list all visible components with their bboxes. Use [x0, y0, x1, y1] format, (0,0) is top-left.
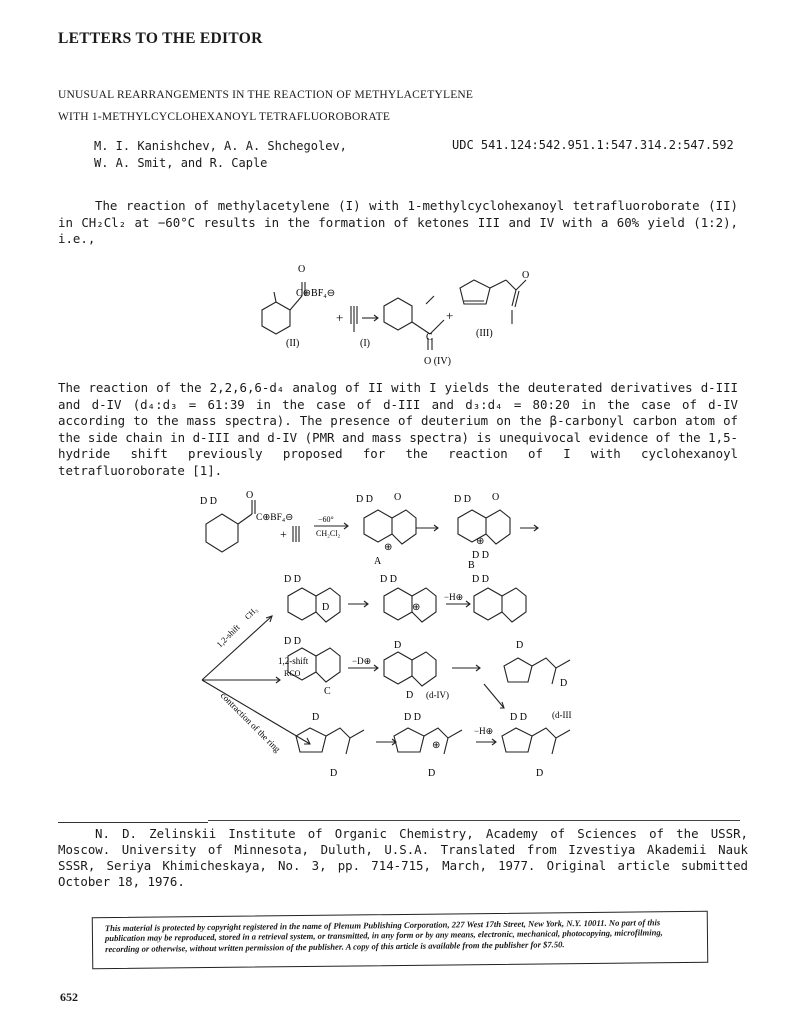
scheme2-cation-A: ⊕ — [384, 542, 393, 553]
intermediate-row2-1 — [288, 588, 316, 620]
scheme2-minus-h-2: −H⊕ — [474, 726, 494, 736]
reaction-scheme-1 — [250, 258, 550, 370]
scheme2-minus-h-1: −H⊕ — [444, 592, 464, 602]
product-d-IV-ring — [504, 658, 532, 682]
scheme1-label-IV: O (IV) — [424, 356, 451, 367]
scheme2-dd-1: D D — [200, 496, 217, 507]
scheme2-dd-A: D D — [356, 494, 373, 505]
section-title: LETTERS TO THE EDITOR — [58, 30, 263, 47]
scheme2-d-row3-2: D — [394, 640, 402, 651]
scheme2-d-row2: D — [322, 602, 330, 613]
authors — [94, 138, 347, 172]
scheme2-dd-row2-3: D D — [472, 574, 489, 585]
scheme2-oxygen-A: O — [394, 492, 402, 503]
divider-rule — [208, 820, 740, 821]
intermediate-A — [364, 510, 392, 542]
scheme2-dd-B: D D — [454, 494, 471, 505]
scheme1-label-III: (III) — [476, 328, 493, 339]
cyclopentene-ring-III — [460, 280, 490, 304]
intermediate-row3-2 — [384, 652, 412, 684]
scheme2-oxygen-B: O — [492, 492, 500, 503]
scheme2-ch3: CH₃ — [243, 605, 260, 622]
reaction-scheme-2 — [180, 488, 610, 800]
scheme1-label-II: (II) — [286, 338, 300, 349]
scheme1-acylium: C⊕BF₄⊖ — [296, 288, 336, 299]
scheme2-dd-row3-1: D D — [284, 636, 301, 647]
footnote-rule — [58, 822, 208, 823]
paragraph-intro: The reaction of methylacetylene (I) with 1-methylcyclohexanoyl tetrafluoroborate (II) in CH₂Cl₂ at −60°C results in the formation of ketones III and IV with a 60% yield (1:2), i.e., — [58, 198, 738, 246]
scheme2-oxygen-1: O — [246, 490, 254, 501]
intermediate-row4-2 — [394, 728, 424, 752]
scheme2-cation-row2: ⊕ — [412, 602, 421, 613]
authors-line: W. A. Smit, and R. Caple — [94, 156, 268, 170]
udc-code: UDC 541.124:542.951.1:547.314.2:547.592 — [452, 138, 734, 152]
affiliation-note: N. D. Zelinskii Institute of Organic Chemistry, Academy of Sciences of the USSR, Moscow. University of Minnesota, Duluth, U.S.A. Translated from Izvestiya Akademii Nauk SSSR, Seriya Khimicheskaya, No. 3, pp. 714-715, March, 1977. Original article submitted October 18, 1976. — [58, 826, 748, 889]
scheme2-temp: −60° — [318, 515, 334, 524]
scheme2-shift-label: 1,2-shift — [278, 656, 309, 666]
scheme2-d-row4-bottom-2: D — [428, 768, 436, 779]
intermediate-row2-2 — [384, 588, 412, 620]
scheme2-cation-B: ⊕ — [476, 536, 485, 547]
scheme1-oxygen-III: O — [522, 270, 530, 281]
scheme2-d-row4-1: D — [312, 712, 320, 723]
scheme2-solvent: CH₂Cl₂ — [316, 529, 341, 538]
scheme2-dd-row4-3: D D — [510, 712, 527, 723]
scheme2-cation-row4: ⊕ — [432, 740, 441, 751]
copyright-notice: This material is protected by copyright registered in the name of Plenum Publishing Corporation, 227 West 17th Street, New York, N.Y. 10011. No part of this publication may be reproduced, stored in a retrieval system, or transmitted, in any form or by any means, electronic, mechanical, photocopying, microfilming, recording or otherwise, without written permission of the publisher. A copy of this article is available from the publisher for $7.50. — [92, 911, 709, 969]
authors-line: M. I. Kanishchev, A. A. Shchegolev, — [94, 139, 347, 153]
scheme2-label-d-III: (d-III — [552, 710, 572, 720]
scheme2-d-product-IV-2: D — [560, 678, 568, 689]
scheme1-plus-2: + — [446, 308, 454, 323]
scheme2-contraction: contraction of the ring — [218, 690, 283, 755]
article-title-line: UNUSUAL REARRANGEMENTS IN THE REACTION OF METHYLACETYLENE — [58, 89, 474, 101]
page-number: 652 — [60, 990, 78, 1004]
scheme2-dd-row2-1: D D — [284, 574, 301, 585]
scheme2-d-row4-bottom-1: D — [330, 768, 338, 779]
article-title-line: WITH 1-METHYLCYCLOHEXANOYL TETRAFLUOROBORATE — [58, 111, 391, 123]
scheme1-label-I: (I) — [360, 338, 370, 349]
paragraph-deuterium: The reaction of the 2,2,6,6-d₄ analog of II with I yields the deuterated derivatives d-III and d-IV (d₄:d₃ = 61:39 in the case of d-III and d₃:d₄ = 80:20 in the case of d-IV according to the mass spectra). The presence of deuterium on the β-carbonyl carbon atom of the side chain in d-III and d-IV (PMR and mass spectra) is unequivocal evidence of the 1,5-hydride shift previously proposed for the reaction of I with cyclohexanoyl tetrafluoroborate [1]. — [58, 380, 738, 478]
scheme2-d-row3-3: D — [406, 690, 414, 701]
scheme1-oxygen: O — [298, 264, 306, 275]
scheme1-plus: + — [336, 310, 344, 325]
scheme2-dd-row4-2: D D — [404, 712, 421, 723]
scheme2-label-B: B — [468, 560, 475, 571]
cyclohexane-ring-d4 — [206, 514, 238, 552]
scheme2-minus-d-1: −D⊕ — [352, 656, 372, 666]
scheme2-carbon-row3: C — [324, 686, 331, 697]
scheme2-label-A: A — [374, 556, 382, 567]
scheme2-d-row4-bottom-3: D — [536, 768, 544, 779]
scheme2-acylium: C⊕BF₄⊖ — [256, 513, 294, 523]
article-title — [58, 84, 473, 128]
scheme2-dd-row2-2: D D — [380, 574, 397, 585]
product-row2 — [474, 588, 502, 620]
scheme2-d-product-IV: D — [516, 640, 524, 651]
cyclohexane-ring-II — [262, 302, 290, 334]
scheme2-plus: + — [280, 527, 287, 541]
cyclohexene-ring-IV — [384, 298, 412, 330]
product-d-III-ring — [502, 728, 532, 752]
scheme2-rco-label: RCO — [284, 669, 301, 678]
intermediate-row4-1 — [296, 728, 326, 752]
scheme2-shift12: 1,2-shift — [214, 622, 242, 650]
scheme1-carbon: C — [426, 332, 433, 343]
scheme2-label-d-IV: (d-IV) — [426, 690, 449, 700]
scheme2-dd-B-bottom: D D — [472, 550, 489, 561]
